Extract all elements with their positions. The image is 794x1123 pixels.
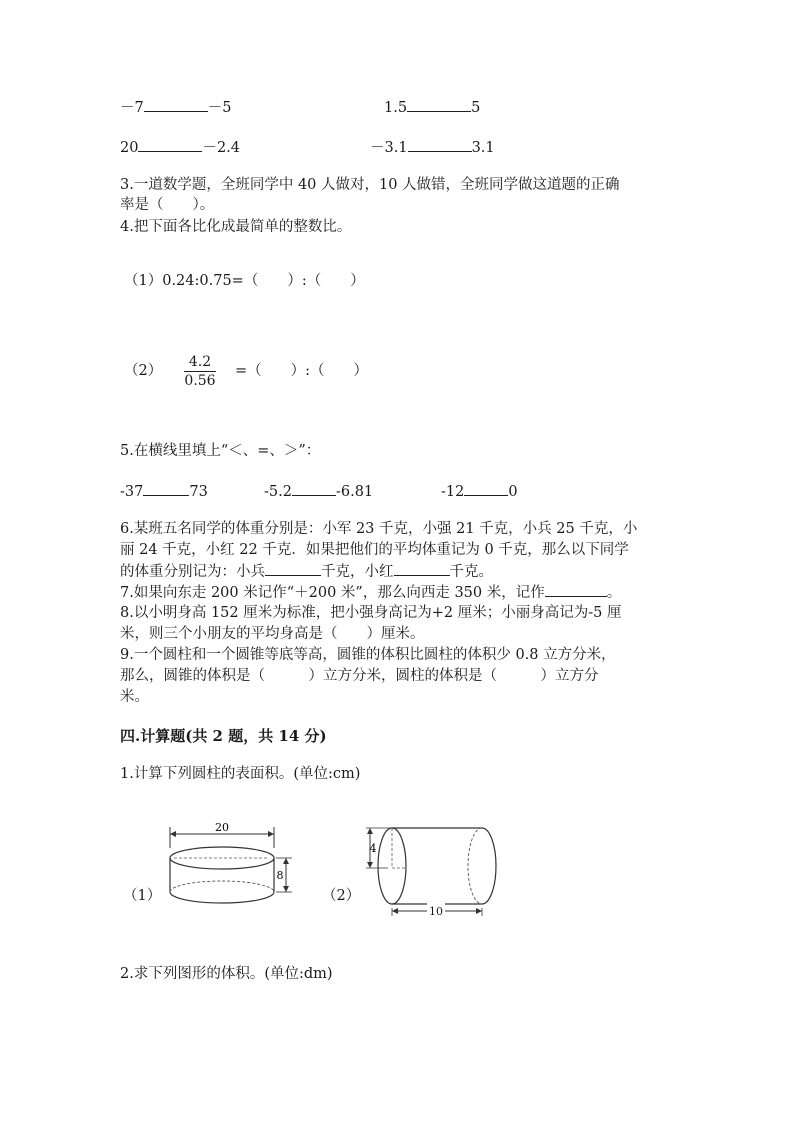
q6-text: 千克，小红 [321,564,394,580]
compare-row1-right [384,97,480,118]
q6-text: 的体重分别记为：小兵 [120,564,265,580]
cylinder-right-front [482,828,496,904]
compare-value: 1.5 [384,100,408,116]
compare-row2-left [120,137,240,158]
cylinder-figure-1 [160,822,300,914]
q6-line1: 6.某班五名同学的体重分别是：小军 23 千克，小强 21 千克，小兵 25 千克，小 [120,521,638,537]
fig1-side-label: 8 [276,869,284,882]
figure1-label: （1） [123,888,162,904]
q5-title: 5.在横线里填上“＜、=、＞”： [120,443,321,459]
arrow-head [283,886,289,892]
arrow-head [392,908,398,914]
q9-line3: 米。 [120,689,149,705]
s4-q2: 2.求下列图形的体积。(单位:dm) [120,966,333,982]
compare-value: -5.2 [264,484,292,500]
compare-value: －2.4 [202,140,241,156]
q4-item2-label: （2） [124,363,163,379]
q4-item2-tail: =（ ）:（ ） [235,363,369,379]
answer-blank[interactable] [292,481,336,496]
fraction-denominator: 0.56 [184,373,216,389]
q4-title: 4.把下面各比化成最简单的整数比。 [120,219,352,235]
arrow-head [367,862,373,868]
compare-value: －7 [120,100,144,116]
answer-blank[interactable] [407,97,471,112]
q9-line2: 那么，圆锥的体积是（ ）立方分米，圆柱的体积是（ ）立方分 [120,668,599,684]
q5-item-a [120,481,208,502]
fraction-bar [184,371,216,372]
cylinder-right-back [468,828,482,904]
q5-item-c [441,481,518,502]
q7-text: 。 [606,585,622,601]
q3-line1: 3.一道数学题，全班同学中 40 人做对，10 人做错，全班同学做这道题的正确 [120,177,620,193]
arrow-head [367,828,373,834]
q8-line1: 8.以小明身高 152 厘米为标准，把小强身高记为+2 厘米；小丽身高记为-5 厘 [120,605,622,621]
figure2-label: （2） [322,888,361,904]
compare-value: 3.1 [471,140,495,156]
answer-blank[interactable] [394,561,450,576]
q5-item-b [264,481,373,502]
compare-value: －3.1 [370,140,408,156]
q6-text: 千克。 [449,564,493,580]
compare-value: 73 [189,484,208,500]
arrow-head [476,908,482,914]
q6-line3 [120,561,493,582]
answer-blank[interactable] [144,97,208,112]
answer-blank[interactable] [265,561,321,576]
arrow-head [170,831,176,837]
cylinder-bottom-front [170,892,274,903]
compare-row1-left [120,97,231,118]
q7-line1 [120,582,621,603]
compare-value: -37 [120,484,144,500]
compare-value: 5 [471,100,481,116]
q6-line2: 丽 24 千克，小红 22 千克．如果把他们的平均体重记为 0 千克，那么以下同学 [120,542,629,558]
q7-text: 7.如果向东走 200 米记作“＋200 米”，那么向西走 350 米，记作 [120,585,545,601]
fig2-left-label: 4 [369,842,377,855]
q4-fraction [184,354,216,389]
section-heading: 四.计算题(共 2 题，共 14 分) [120,727,327,745]
answer-blank[interactable] [143,481,189,496]
q8-line2: 米，则三个小朋友的平均身高是（ ）厘米。 [120,626,425,642]
compare-value: -12 [441,484,465,500]
arrow-head [268,831,274,837]
answer-blank[interactable] [138,137,202,152]
compare-value: -6.81 [335,484,374,500]
q3-line2: 率是（ ）。 [120,197,215,213]
fig2-bottom-label: 10 [427,902,445,922]
compare-value: －5 [207,100,232,116]
cylinder-bottom-back [170,881,274,892]
answer-blank[interactable] [464,481,508,496]
compare-row2-right [370,137,495,158]
answer-blank[interactable] [545,582,607,597]
compare-value: 0 [508,484,518,500]
q9-line1: 9.一个圆柱和一个圆锥等底等高，圆锥的体积比圆柱的体积少 0.8 立方分米， [120,647,616,663]
q4-item1: （1）0.24:0.75=（ ）:（ ） [124,273,365,289]
compare-value: 20 [120,140,139,156]
fraction-numerator: 4.2 [188,354,212,370]
s4-q1: 1.计算下列圆柱的表面积。(单位:cm) [120,766,361,782]
answer-blank[interactable] [408,137,472,152]
fig1-top-label: 20 [215,822,229,834]
arrow-head [283,858,289,864]
